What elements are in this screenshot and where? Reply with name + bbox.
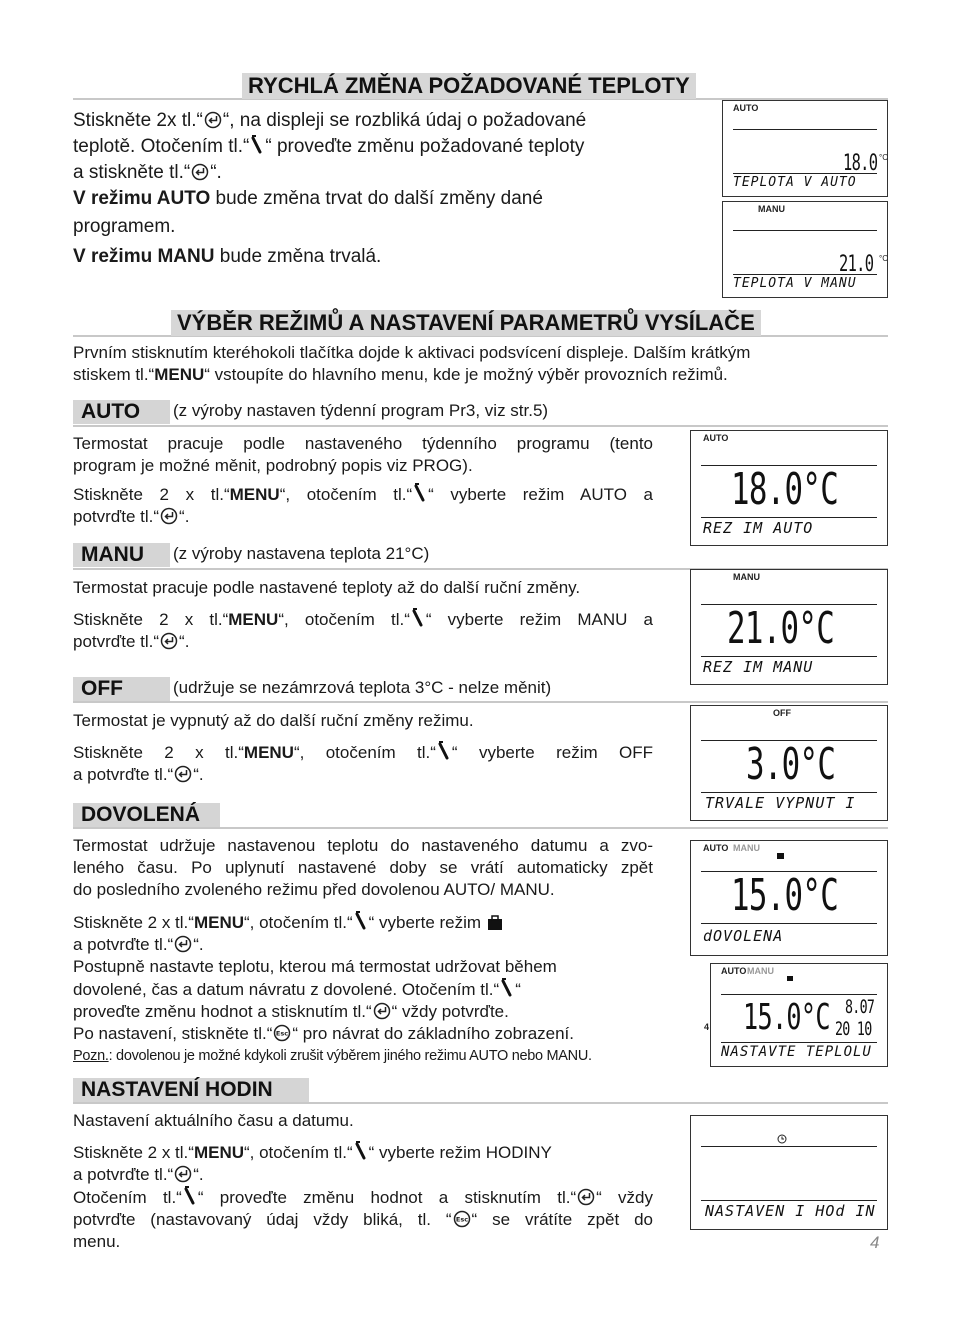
mode-label-off: OFF xyxy=(73,677,170,701)
off-text: Termostat je vypnutý až do další ruční změny režimu. Stiskněte 2 x tl.“MENU“, otočením tl.“ “ vyberte režim OFF a potvrďte tl.“ “. xyxy=(73,711,654,784)
suitcase-icon xyxy=(777,853,784,859)
suitcase-icon xyxy=(787,976,793,981)
lcd-line: NASTAVEN I HOd IN xyxy=(705,1202,876,1220)
section-rule xyxy=(73,425,888,427)
lcd-dovolena-set xyxy=(704,963,888,1067)
lcd-line: TRVALE VYPNUT I xyxy=(705,794,856,812)
auto-text: Termostat pracuje podle nastaveného týdenního programu (tento program je možné měnit, podrobný popis viz PROG). Stiskněte 2 x tl.“MENU“, otočením tl.“ “ vyberte režim AUTO a potvrďte tl.“ “. xyxy=(73,434,653,526)
section-rule xyxy=(73,827,888,829)
lcd-line: dOVOLENA xyxy=(703,927,784,945)
knob-icon xyxy=(354,1141,368,1161)
lcd-year: 20 10 xyxy=(835,1018,872,1040)
s2-text: Prvním stisknutím kteréhokoli tlačítka dojde k aktivaci podsvícení displeje. Dalším krátkým stiskem tl.“MENU“ vstoupíte do hlavního menu, kde je možný výběr provozních režimů. xyxy=(73,343,751,384)
lcd-value: 21.0 xyxy=(839,252,874,277)
svg-text:Esc: Esc xyxy=(455,1215,468,1224)
lcd-unit: °C xyxy=(879,254,888,263)
enter-icon xyxy=(204,111,222,129)
lcd-mode-label: MANU xyxy=(747,966,774,976)
enter-icon xyxy=(160,507,178,525)
lcd-mode-label: MANU xyxy=(733,572,760,582)
knob-icon xyxy=(411,608,425,628)
suitcase-icon xyxy=(487,915,503,931)
esc-icon xyxy=(273,1024,291,1042)
lcd-mode-label: AUTO xyxy=(721,966,747,976)
lcd-value: 18.0 xyxy=(843,151,878,176)
esc-icon xyxy=(453,1210,471,1228)
lcd-line: TEPLOTA V MANU xyxy=(733,276,857,291)
knob-icon xyxy=(437,741,451,761)
enter-icon xyxy=(174,765,192,783)
section-rule xyxy=(73,701,888,703)
lcd-line: NASTAVTE TEPLOLU xyxy=(721,1044,872,1060)
clock-text: Nastavení aktuálního času a datumu. Stiskněte 2 x tl.“MENU“, otočením tl.“ “ vyberte režim HODINY a potvrďte tl.“ “. Otočením tl.“ “ proveďte změnu hodnot a stisknutím tl.“ “ vždy potvrďte (nastavovaný údaj vždy bliká, tl. “ Esc “ se vrátíte zpět do menu. xyxy=(73,1111,653,1251)
enter-icon xyxy=(191,163,209,181)
mode-label-dovolena: DOVOLENÁ xyxy=(73,803,220,827)
lcd-manu-temp xyxy=(722,201,888,298)
lcd-time: 8.07 xyxy=(845,996,875,1018)
section-rule xyxy=(73,1102,888,1104)
lcd-value: 3.0°C xyxy=(746,739,836,790)
lcd-value: 21.0°C xyxy=(727,603,835,654)
lcd-mode-label: AUTO xyxy=(703,843,729,853)
mode-label-clock: NASTAVENÍ HODIN xyxy=(73,1078,309,1102)
enter-icon xyxy=(174,935,192,953)
lcd-unit: °C xyxy=(879,153,888,162)
lcd-value: 15.0°C xyxy=(743,997,830,1038)
lcd-mode-label: MANU xyxy=(733,843,760,853)
mode-label-manu: MANU xyxy=(73,543,170,567)
enter-icon xyxy=(577,1188,595,1206)
lcd-mode-label: AUTO xyxy=(703,433,729,443)
lcd-line: REZ IM AUTO xyxy=(703,519,814,537)
lcd-value: 15.0°C xyxy=(731,870,839,921)
lcd-clock xyxy=(690,1115,888,1230)
page-number: 4 xyxy=(870,1233,880,1252)
mode-label-auto: AUTO xyxy=(73,400,170,424)
enter-icon xyxy=(160,632,178,650)
lcd-off-mode xyxy=(690,705,888,821)
manu-text: Termostat pracuje podle nastavené teploty až do další ruční změny. Stiskněte 2 x tl.“MENU“, otočením tl.“ “ vyberte režim MANU a potvrďte tl.“ “. xyxy=(73,578,653,651)
lcd-mode-label: MANU xyxy=(758,204,785,214)
lcd-value: 18.0°C xyxy=(731,464,839,515)
knob-icon xyxy=(500,978,514,998)
manu-note: (z výroby nastavena teplota 21°C) xyxy=(173,544,430,563)
lcd-manu-mode xyxy=(690,569,888,685)
enter-icon xyxy=(174,1165,192,1183)
section-title-mode-select: VÝBĚR REŽIMŮ A NASTAVENÍ PARAMETRŮ VYSÍLAČE xyxy=(171,310,761,336)
lcd-auto-temp xyxy=(722,100,888,197)
section-title-quick-change: RYCHLÁ ZMĚNA POŽADOVANÉ TEPLOTY xyxy=(242,73,696,99)
auto-note: (z výroby nastaven týdenní program Pr3, viz str.5) xyxy=(173,401,549,420)
knob-icon xyxy=(250,135,264,155)
lcd-line: TEPLOTA V AUTO xyxy=(733,175,857,190)
lcd-dovolena xyxy=(690,840,888,956)
lcd-line: REZ IM MANU xyxy=(703,658,814,676)
knob-icon xyxy=(413,483,427,503)
knob-icon xyxy=(354,911,368,931)
lcd-side-digit: 4 xyxy=(704,1022,710,1032)
off-note: (udržuje se nezámrzová teplota 3°C - nelze měnit) xyxy=(173,678,552,697)
clock-icon xyxy=(777,1134,787,1144)
lcd-mode-label: OFF xyxy=(773,708,791,718)
svg-text:Esc: Esc xyxy=(276,1029,289,1038)
knob-icon xyxy=(183,1186,197,1206)
s1-text: Stiskněte 2x tl.“ “, na displeji se rozbliká údaj o požadované teplotě. Otočením tl.“ “ proveďte změnu požadované teploty a stiskněte tl.“ “. V režimu AUTO bude změna trvat do další změny dané programem. V režimu MANU bude změna trvalá. xyxy=(73,110,587,267)
dovolena-text: Termostat udržuje nastavenou teplotu do nastaveného datumu a zvo- leného času. Po uplynutí nastavené doby se vrátí automaticky zpět do posledního zvoleného režimu před dovolenou AUTO/ MANU. Stiskněte 2 x tl.“MENU“, otočením tl.“ “ vyberte režim a potvrďte tl.“ “. Postupně nastavte teplotu, kterou má termostat udržovat během dovolené, čas a datum návratu z dovolené. Otočením tl.“ “ proveďte změnu hodnot a stisknutím tl.“ “ vždy potvrďte. Po nastavení, stiskněte tl.“ Esc “ pro návrat do základního zobrazení. Pozn.: dovolenou je možné kdykoli zrušit výběrem jiného režimu AUTO nebo MANU. xyxy=(73,836,653,1064)
enter-icon xyxy=(373,1002,391,1020)
lcd-mode-label: AUTO xyxy=(733,103,759,113)
lcd-auto-mode xyxy=(690,430,888,546)
